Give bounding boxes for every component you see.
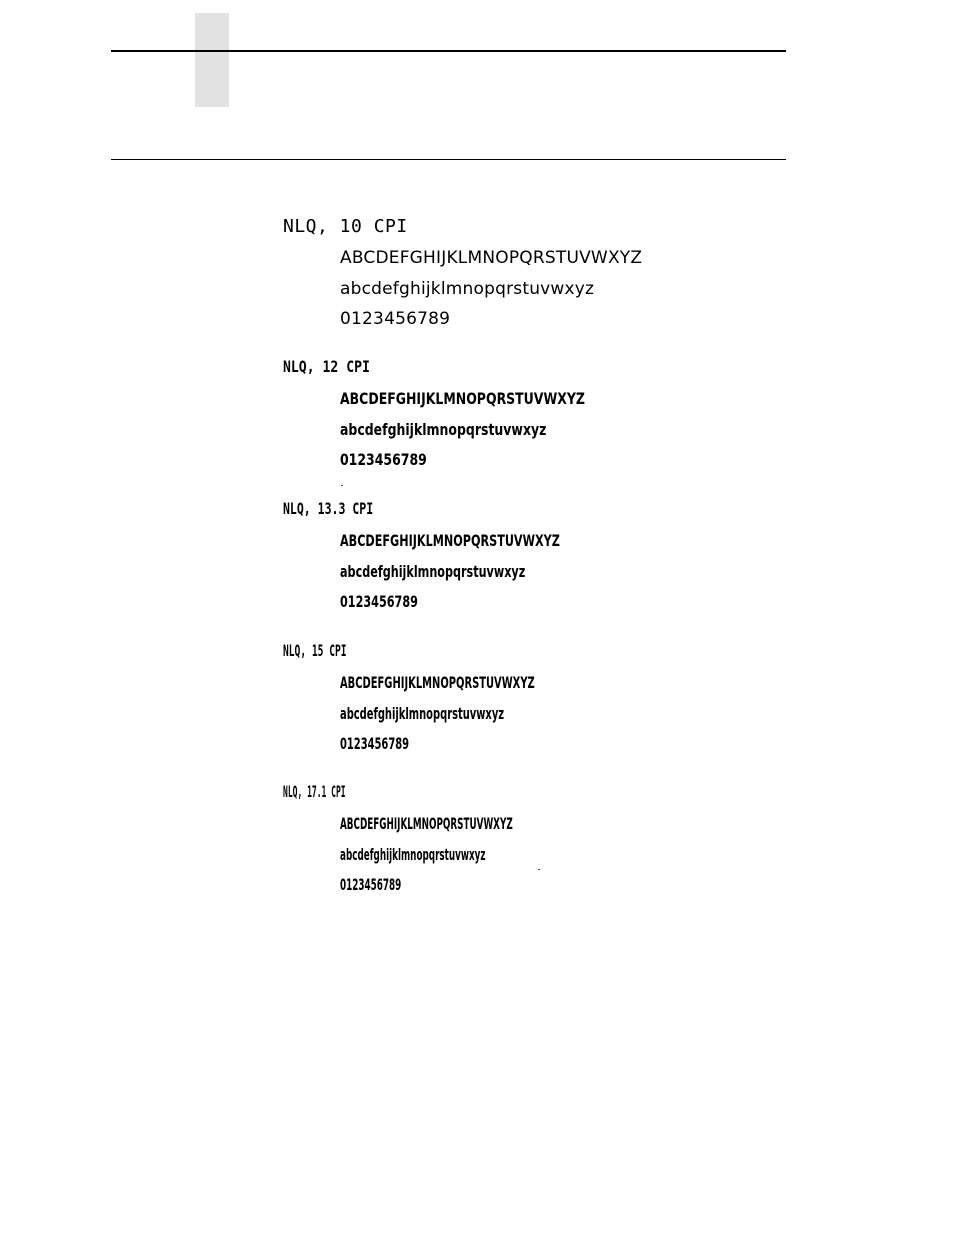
sample-digits: 0123456789	[340, 592, 418, 611]
sample-uppercase: ABCDEFGHIJKLMNOPQRSTUVWXYZ	[340, 814, 513, 833]
print-speck	[538, 869, 540, 870]
sample-lowercase: abcdefghijklmnopqrstuvwxyz	[340, 704, 505, 723]
sample-digits: 0123456789	[340, 875, 402, 894]
sample-title: NLQ, 15 CPI	[283, 641, 347, 660]
sample-uppercase: ABCDEFGHIJKLMNOPQRSTUVWXYZ	[340, 389, 585, 408]
sample-uppercase: ABCDEFGHIJKLMNOPQRSTUVWXYZ	[340, 673, 535, 692]
sample-title: NLQ, 12 CPI	[283, 357, 370, 376]
sample-digits: 0123456789	[340, 734, 410, 753]
sample-title: NLQ, 13.3 CPI	[283, 499, 374, 518]
sample-lowercase: abcdefghijklmnopqrstuvwxyz	[340, 279, 595, 299]
sample-digits: 0123456789	[340, 309, 451, 329]
sample-uppercase: ABCDEFGHIJKLMNOPQRSTUVWXYZ	[340, 531, 560, 550]
chapter-tab-marker	[195, 13, 229, 107]
sample-title: NLQ, 17.1 CPI	[283, 782, 346, 801]
print-speck	[341, 485, 343, 486]
sample-lowercase: abcdefghijklmnopqrstuvwxyz	[340, 420, 547, 439]
sample-lowercase: abcdefghijklmnopqrstuvwxyz	[340, 562, 526, 581]
header-rule-bottom	[111, 159, 786, 160]
sample-digits: 0123456789	[340, 450, 427, 469]
sample-lowercase: abcdefghijklmnopqrstuvwxyz	[340, 845, 486, 864]
sample-uppercase: ABCDEFGHIJKLMNOPQRSTUVWXYZ	[340, 248, 643, 268]
sample-title: NLQ, 10 CPI	[283, 216, 408, 237]
header-rule-top	[111, 50, 786, 52]
